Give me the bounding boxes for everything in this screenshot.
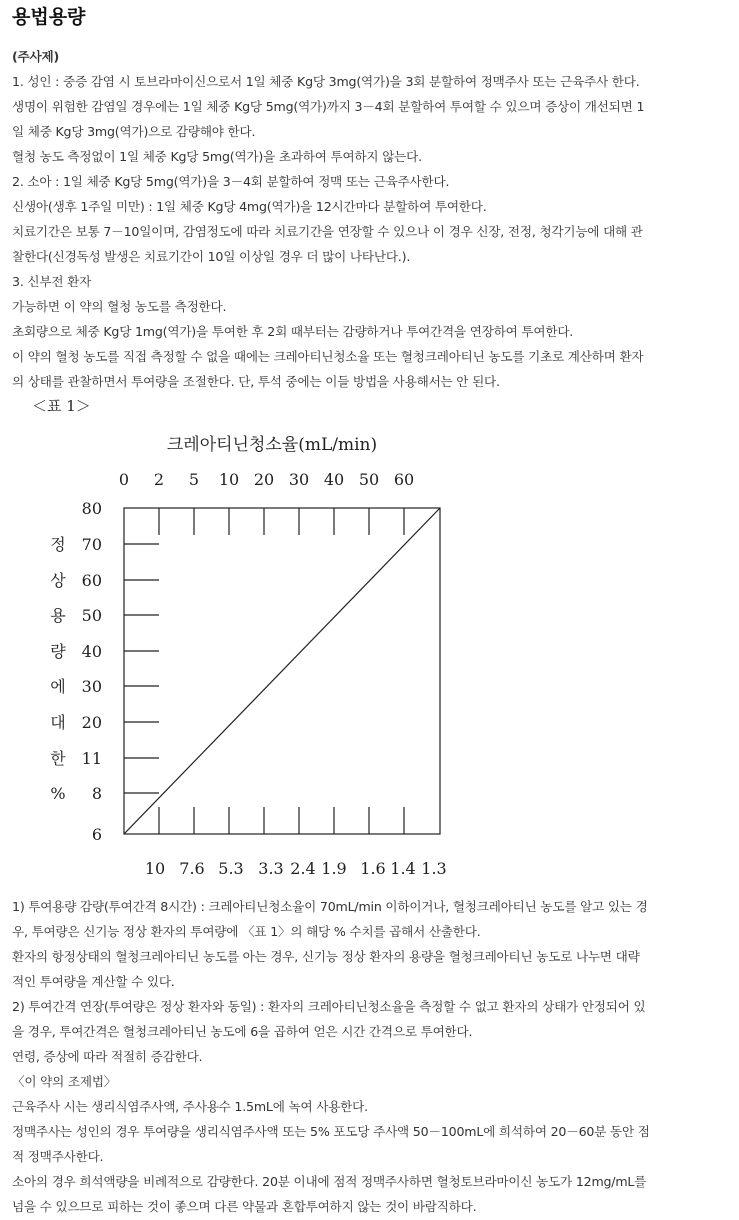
- intro-line: 3. 신부전 환자: [12, 274, 92, 289]
- bottom-tick-label: 3.3: [258, 859, 284, 878]
- left-tick-label: 8: [91, 784, 102, 803]
- outro-line: 정맥주사는 성인의 경우 투여량을 생리식염주사액 또는 5% 포도당 주사액 50－100mL에 희석하여 20－60분 동안 점: [12, 1124, 650, 1139]
- top-tick-label: 40: [323, 470, 345, 489]
- bottom-axis-ticks: [145, 859, 447, 878]
- outro-line: 넘을 수 있으므로 피하는 것이 좋으며 다른 약물과 혼합투여하지 않는 것이 바람직하다.: [12, 1199, 477, 1214]
- bottom-tick-label: 1.6: [360, 859, 386, 878]
- intro-line: 치료기간은 보통 7－10일이며, 감염정도에 따라 치료기간을 연장할 수 있으나 이 경우 신장, 전정, 청각기능에 대해 관: [12, 224, 643, 239]
- bottom-tick-label: 2.4: [290, 859, 316, 878]
- intro-line: 이 약의 혈청 농도를 직접 측정할 수 없을 때에는 크레아티닌청소율 또는 혈청크레아티닌 농도를 기초로 계산하며 환자: [12, 349, 644, 364]
- intro-line: 1. 성인 : 중증 감염 시 토브라마이신으로서 1일 체중 Kg당 3mg(역가)을 3회 분할하여 정맥주사 또는 근육주사 한다.: [12, 74, 640, 89]
- intro-line: (주사제): [12, 49, 60, 64]
- intro-line: 초회량으로 체중 Kg당 1mg(역가)을 투여한 후 2회 때부터는 감량하거나 투여간격을 연장하여 투여한다.: [12, 324, 574, 339]
- left-tick-label: 50: [81, 606, 102, 625]
- intro-line: 일 체중 Kg당 3mg(역가)으로 감량해야 한다.: [12, 124, 256, 139]
- left-tick-label: 60: [81, 571, 102, 590]
- outro-line: 근육주사 시는 생리식염주사액, 주사용수 1.5mL에 녹여 사용한다.: [12, 1099, 368, 1114]
- left-tick-label: 40: [81, 642, 102, 661]
- intro-line: 신생아(생후 1주일 미만) : 1일 체중 Kg당 4mg(역가)을 12시간마다 분할하여 투여한다.: [12, 199, 487, 214]
- outro-line: 2) 투여간격 연장(투여량은 정상 환자와 동일) : 환자의 크레아티닌청소율을 측정할 수 없고 환자의 상태가 안정되어 있: [12, 999, 646, 1014]
- y-label-char: 상: [50, 571, 66, 590]
- outro-line: 환자의 항정상태의 혈청크레아티닌 농도를 아는 경우, 신기능 정상 환자의 용량을 혈청크레아티닌 농도로 나누면 대략: [12, 949, 640, 964]
- top-tick-label: 30: [288, 470, 310, 489]
- top-axis-ticks: [119, 470, 414, 489]
- outro-line: 연령, 증상에 따라 적절히 증감한다.: [12, 1049, 203, 1064]
- intro-line: 생명이 위험한 감염일 경우에는 1일 체중 Kg당 5mg(역가)까지 3－4회 분할하여 투여할 수 있으며 증상이 개선되면 1: [12, 99, 645, 114]
- top-tick-label: 0: [118, 470, 130, 489]
- top-tick-label: 2: [153, 470, 165, 489]
- left-tick-label: 70: [81, 535, 102, 554]
- outro-line: 적인 투여량을 계산할 수 있다.: [12, 974, 175, 989]
- y-axis-label: [50, 535, 66, 803]
- series-line-diagonal: [124, 508, 440, 834]
- y-label-char: 용: [50, 606, 66, 625]
- left-tick-label: 30: [81, 677, 102, 696]
- left-axis-ticks: [82, 499, 102, 844]
- top-tick-label: 10: [218, 470, 240, 489]
- top-tick-label: 50: [358, 470, 380, 489]
- y-label-char: 에: [50, 677, 66, 696]
- bottom-tick-label: 1.4: [390, 859, 416, 878]
- intro-line: 혈청 농도 측정없이 1일 체중 Kg당 5mg(역가)을 초과하여 투여하지 않는다.: [12, 149, 422, 164]
- y-label-char: 대: [50, 713, 66, 732]
- left-tick-label: 11: [81, 749, 102, 768]
- top-tick-label: 60: [393, 470, 415, 489]
- intro-line: 2. 소아 : 1일 체중 Kg당 5mg(역가)을 3－4회 분할하여 정맥 또는 근육주사한다.: [12, 174, 450, 189]
- tick-marks: [124, 508, 404, 834]
- outro-text: [12, 894, 712, 1219]
- y-label-char: 정: [50, 535, 66, 554]
- bottom-tick-label: 7.6: [179, 859, 205, 878]
- y-label-char: 한: [50, 749, 66, 768]
- page-title: 용법용량: [12, 6, 86, 28]
- outro-line: 〈이 약의 조제법〉: [12, 1074, 117, 1089]
- table-label: ＜표 1＞: [32, 397, 91, 415]
- left-tick-label: 20: [81, 713, 102, 732]
- outro-line: 우, 투여량은 신기능 정상 환자의 투여량에 〈표 1〉의 해당 % 수치를 곱해서 산출한다.: [12, 924, 481, 939]
- outro-line: 1) 투여용량 감량(투여간격 8시간) : 크레아티닌청소율이 70mL/min 이하이거나, 혈청크레아티닌 농도를 알고 있는 경: [12, 899, 648, 914]
- outro-line: 소아의 경우 희석액량을 비례적으로 감량한다. 20분 이내에 점적 정맥주사하면 혈청토브라마이신 농도가 12mg/mL를: [12, 1174, 647, 1189]
- left-tick-label: 80: [81, 499, 102, 518]
- chart-title: 크레아티닌청소율(mL/min): [166, 435, 378, 455]
- bottom-tick-label: 10: [144, 859, 166, 878]
- dosage-chart: [0, 420, 739, 880]
- intro-text: [12, 44, 712, 394]
- bottom-tick-label: 5.3: [218, 859, 244, 878]
- y-label-char: %: [50, 784, 66, 803]
- outro-line: 을 경우, 투여간격은 혈청크레아티닌 농도에 6을 곱하여 얻은 시간 간격으로 투여한다.: [12, 1024, 473, 1039]
- top-tick-label: 20: [253, 470, 275, 489]
- intro-line: 의 상태를 관찰하면서 투여량을 조절한다. 단, 투석 중에는 이들 방법을 사용해서는 안 된다.: [12, 374, 500, 389]
- y-label-char: 량: [50, 642, 66, 661]
- bottom-tick-label: 1.3: [421, 859, 447, 878]
- top-tick-label: 5: [188, 470, 200, 489]
- intro-line: 가능하면 이 약의 혈청 농도를 측정한다.: [12, 299, 227, 314]
- outro-line: 적 정맥주사한다.: [12, 1149, 104, 1164]
- left-tick-label: 6: [91, 825, 102, 844]
- intro-line: 찰한다(신경독성 발생은 치료기간이 10일 이상일 경우 더 많이 나타난다.).: [12, 249, 411, 264]
- bottom-tick-label: 1.9: [321, 859, 347, 878]
